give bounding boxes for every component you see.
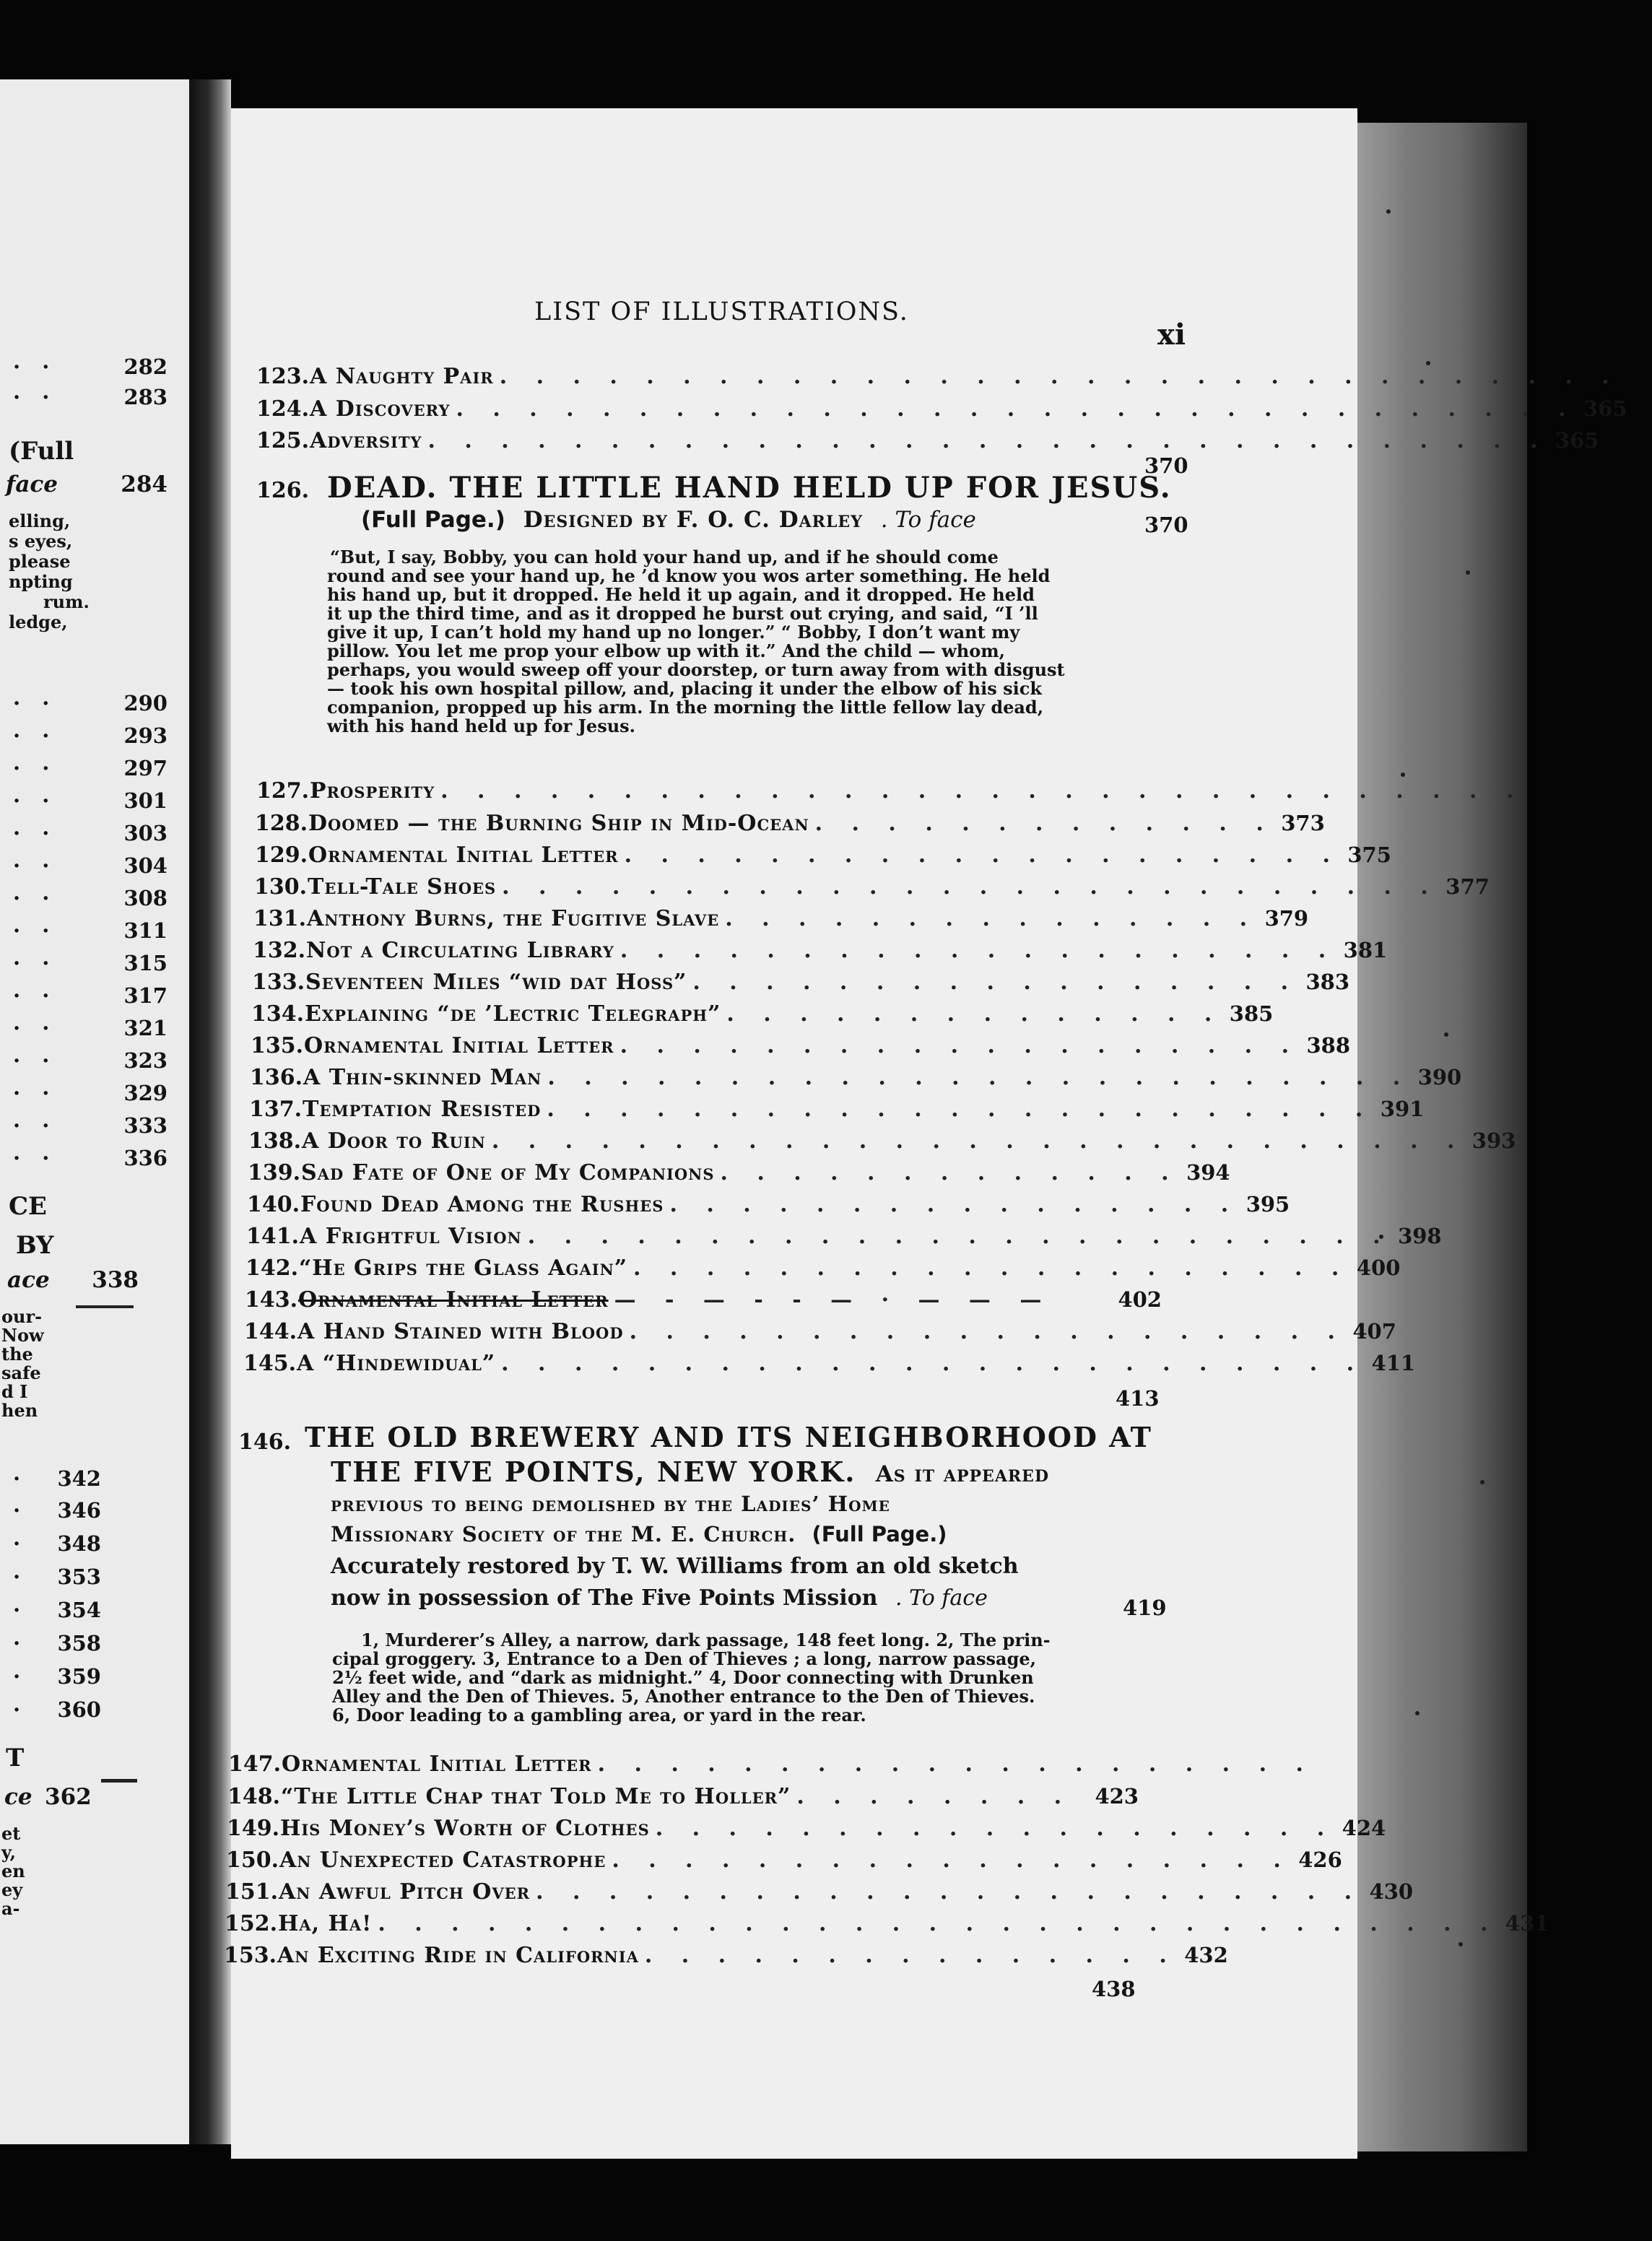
left-index-row: · 359	[13, 1664, 101, 1689]
paper-speck	[1466, 570, 1470, 575]
list-entry: 151. An Awful Pitch Over . . . . . . . . . . . . . . . . . . . . . . . 430	[225, 1879, 1414, 1905]
left-fragment: CE	[9, 1192, 47, 1221]
list-entry: 142. “He Grips the Glass Again” . . . . . . . . . . . . . . . . . . . . 400	[245, 1256, 1401, 1281]
left-index-row: · · 317	[13, 983, 168, 1008]
caption-line: pillow. You let me prop your elbow up with it.” And the child — whom,	[327, 640, 1005, 661]
feature-entry-146: 146. THE OLD BREWERY AND ITS NEIGHBORHOOD AT THE FIVE POINTS, NEW YORK. As it appeared previous to being demolished by the Ladies’ Home Missionary Society of the M. E. Church. (Full Page.) Accurately restored by T. W. Williams from an old sketch now in possession of The Five Points Mission . To face 419 1, Murderer’s Alley, a narrow, dark passage, 148 feet long. 2, The prin- cipal groggery. 3, Entrance to a Den of Thieves ; a long, narrow passage, 2½ feet wide, and “dark as midnight.” 4, Door connecting with Drunken Alley and the Den of Thieves. 5, Another entrance to the Den of Thieves. 6, Door leading to a gambling area, or yard in the rear.	[238, 1421, 1167, 1726]
list-entry: 123. A Naughty Pair . . . . . . . . . . . . . . . . . . . . . . . . . . . . . . .	[256, 364, 1620, 389]
page-number: 370	[1144, 453, 1188, 478]
left-fragment: elling,	[9, 510, 71, 531]
paper-speck	[1386, 209, 1391, 214]
list-entry: 140. Found Dead Among the Rushes . . . . . . . . . . . . . . . . 395	[247, 1192, 1290, 1217]
left-index-row: · 354	[13, 1598, 101, 1622]
caption-line: Alley and the Den of Thieves. 5, Another entrance to the Den of Thieves.	[332, 1686, 1035, 1707]
left-index-row: · · 311	[13, 918, 168, 943]
left-index-row: · · 303	[13, 821, 168, 845]
caption-line: 6, Door leading to a gambling area, or yard in the rear.	[332, 1705, 866, 1726]
caption-line: round and see your hand up, he ’d know you wos arter something. He held	[327, 565, 1051, 586]
left-index-row: · 348	[13, 1531, 101, 1556]
left-index-row: · · 293	[13, 723, 168, 748]
left-index-row: · · 290	[13, 691, 168, 715]
feature-title: DEAD. THE LITTLE HAND HELD UP FOR JESUS.	[327, 471, 1172, 505]
left-fragment: safe	[1, 1362, 41, 1383]
feature-line: Accurately restored by T. W. Williams from an old sketch	[331, 1554, 1019, 1579]
list-entry: 144. A Hand Stained with Blood . . . . . . . . . . . . . . . . . . . . 407	[244, 1319, 1396, 1344]
caption-line: 2½ feet wide, and “dark as midnight.” 4, Door connecting with Drunken	[332, 1667, 1034, 1688]
left-index-row: · · 315	[13, 951, 168, 975]
caption-line: 1, Murderer’s Alley, a narrow, dark passage, 148 feet long. 2, The prin-	[361, 1629, 1051, 1650]
list-entry: 130. Tell-Tale Shoes . . . . . . . . . . . . . . . . . . . . . . . . . . 377	[254, 874, 1490, 900]
page-number: 413	[1116, 1386, 1160, 1411]
left-index-row: · · 329	[13, 1081, 168, 1105]
caption-line: perhaps, you would sweep off your doorstep, or turn away from with disgust	[327, 659, 1065, 680]
list-entry: 127. Prosperity . . . . . . . . . . . . . . . . . . . . . . . . . . . . . .	[256, 778, 1525, 804]
list-entry: 137. Temptation Resisted . . . . . . . . . . . . . . . . . . . . . . . 391	[249, 1097, 1425, 1122]
left-index-row: · · 333	[13, 1113, 168, 1138]
page-folio: xi	[1157, 318, 1186, 352]
caption-line: — took his own hospital pillow, and, placing it under the elbow of his sick	[327, 678, 1042, 699]
list-entry: 134. Explaining “de ’Lectric Telegraph” . . . . . . . . . . . . . . 385	[251, 1001, 1274, 1027]
feature-line: Missionary Society of the M. E. Church. (Full Page.)	[331, 1522, 947, 1546]
list-entry: 148. “The Little Chap that Told Me to Holler” . . . . . . . . 423	[227, 1784, 1139, 1809]
caption-line: with his hand held up for Jesus.	[327, 715, 636, 736]
left-index-row: · · 304	[13, 853, 168, 878]
paper-speck	[1480, 1480, 1484, 1484]
list-entry: 147. Ornamental Initial Letter . . . . . . . . . . . . . . . . . . . .	[228, 1752, 1314, 1777]
page-number: 419	[1123, 1596, 1167, 1620]
caption-line: it up the third time, and as it dropped he burst out crying, and said, “I ’ll	[327, 603, 1038, 624]
list-entry: 132. Not a Circulating Library . . . . . . . . . . . . . . . . . . . . 381	[253, 938, 1388, 963]
left-index-row: · · 321	[13, 1016, 168, 1040]
list-entry: 150. An Unexpected Catastrophe . . . . . . . . . . . . . . . . . . . 426	[226, 1848, 1342, 1873]
caption-line: his hand up, but it dropped. He held it up again, and it dropped. He held	[327, 584, 1035, 605]
left-index-row: · · 283	[13, 385, 168, 409]
list-entry: 129. Ornamental Initial Letter . . . . . . . . . . . . . . . . . . . . 375	[255, 843, 1391, 868]
caption-line: companion, propped up his arm. In the morning the little fellow lay dead,	[327, 697, 1044, 718]
list-entry: 149. His Money’s Worth of Clothes . . . . . . . . . . . . . . . . . . . 424	[227, 1816, 1386, 1841]
list-entry: 141. A Frightful Vision . . . . . . . . . . . . . . . . . . . . . . . . 398	[246, 1224, 1442, 1249]
list-entry: 136. A Thin-skinned Man . . . . . . . . . . . . . . . . . . . . . . . . 390	[250, 1065, 1462, 1090]
left-index-row: · 342	[13, 1466, 101, 1491]
page-number: 370	[1144, 513, 1188, 537]
left-fragment: y,	[1, 1842, 17, 1863]
left-index-row: · 360	[13, 1697, 101, 1722]
list-entry: 133. Seventeen Miles “wid dat Hoss” . . . . . . . . . . . . . . . . . 383	[252, 970, 1350, 995]
feature-line: now in possession of The Five Points Mission . To face	[331, 1585, 988, 1611]
left-fragment: et	[1, 1823, 21, 1844]
left-index-row: · · 301	[13, 788, 168, 813]
left-index-row: · 358	[13, 1631, 101, 1655]
caption-line: cipal groggery. 3, Entrance to a Den of Thieves ; a long, narrow passage,	[332, 1648, 1036, 1669]
left-fragment: en	[1, 1861, 25, 1881]
left-fragment: (Full	[9, 437, 74, 466]
list-entry: 139. Sad Fate of One of My Companions . . . . . . . . . . . . . 394	[248, 1160, 1230, 1185]
left-fragment: T	[6, 1744, 25, 1772]
left-fragment: Now	[1, 1325, 44, 1346]
left-fragment: the	[1, 1344, 33, 1365]
left-fragment: rum.	[43, 591, 90, 612]
list-entry: 124. A Discovery . . . . . . . . . . . . . . . . . . . . . . . . . . . . . . . 365	[256, 396, 1627, 422]
left-index-row: · · 308	[13, 886, 168, 910]
list-entry: 131. Anthony Burns, the Fugitive Slave . . . . . . . . . . . . . . . 379	[253, 906, 1309, 931]
list-entry: 125. Adversity . . . . . . . . . . . . . . . . . . . . . . . . . . . . . . . 365	[256, 428, 1599, 453]
paper-speck	[1415, 1711, 1420, 1715]
page-number: 438	[1092, 1977, 1136, 2001]
list-entry: 145. A “Hindewidual” . . . . . . . . . . . . . . . . . . . . . . . . 411	[243, 1351, 1416, 1376]
left-index-row: · · 297	[13, 756, 168, 780]
paper-speck	[1444, 1032, 1448, 1037]
gutter-shadow	[189, 79, 231, 2144]
feature-subtitle: (Full Page.) Designed by F. O. C. Darley . To face	[361, 507, 976, 533]
feature-line: THE FIVE POINTS, NEW YORK. As it appeared	[331, 1455, 1050, 1488]
list-entry: 153. An Exciting Ride in California . . . . . . . . . . . . . . . 432	[224, 1943, 1228, 1968]
list-entry: 143. Ornamental Initial Letter — - — - - — · — — — 402	[245, 1287, 1162, 1313]
running-head: LIST OF ILLUSTRATIONS.	[534, 297, 909, 326]
left-fragment: ledge,	[9, 612, 68, 632]
left-fragment: d I	[1, 1381, 28, 1402]
left-fragment: please	[9, 551, 71, 572]
feature-entry-126: 126. DEAD. THE LITTLE HAND HELD UP FOR JESUS. (Full Page.) Designed by F. O. C. Darley . To face 370 “But, I say, Bobby, you can hold your hand up, and if he should come round and see your hand up, he ’d know you wos arter something. He held his hand up, but it dropped. He held it up again, and it dropped. He held it up the third time, and as it dropped he burst out crying, and said, “I ’ll give it up, I can’t hold my hand up no longer.” “ Bobby, I don’t want my pillow. You let me prop your elbow up with it.” And the child — whom, perhaps, you would sweep off your doorstep, or turn away from with disgust — took his own hospital pillow, and, placing it under the elbow of his sick companion, propped up his arm. In the morning the little fellow lay dead, with his hand held up for Jesus.	[256, 471, 1188, 736]
list-entry: 152. Ha, Ha! . . . . . . . . . . . . . . . . . . . . . . . . . . . . . . . 431	[225, 1911, 1549, 1936]
left-index-row: · · 336	[13, 1146, 168, 1170]
left-fragment: npting	[9, 571, 73, 592]
feature-title: THE OLD BREWERY AND ITS NEIGHBORHOOD AT	[305, 1421, 1152, 1453]
ink-dash	[76, 1305, 134, 1308]
left-index-row: · · 282	[13, 354, 168, 379]
list-entry: 138. A Door to Ruin . . . . . . . . . . . . . . . . . . . . . . . . . . . 393	[248, 1128, 1516, 1154]
left-index-row: · · 323	[13, 1048, 168, 1073]
left-fragment: s eyes,	[9, 531, 73, 552]
list-entry: 128. Doomed — the Burning Ship in Mid-Ocean . . . . . . . . . . . . . 373	[255, 811, 1325, 836]
caption-line: give it up, I can’t hold my hand up no longer.” “ Bobby, I don’t want my	[327, 622, 1020, 643]
caption-line: “But, I say, Bobby, you can hold your hand up, and if he should come	[330, 547, 999, 567]
left-fragment: our-	[1, 1306, 43, 1327]
feature-line: previous to being demolished by the Ladies’ Home	[331, 1492, 890, 1516]
list-entry: 135. Ornamental Initial Letter . . . . . . . . . . . . . . . . . . . 388	[251, 1033, 1351, 1058]
paper-speck	[1458, 1942, 1463, 1946]
left-index-row: · 353	[13, 1565, 101, 1589]
left-fragment: a-	[1, 1898, 20, 1919]
left-fragment: hen	[1, 1400, 38, 1421]
left-page: · · 282 · · 283 (Full face 284 elling, s eyes, please npting rum. ledge, · · 290 · · 293 · · 297 · · 301 · · 303 · · 304 · · 308 · · 311 · · 315 · · 317 · · 321 · · 323 · · 329 · · 333 · · 336 CE BY ace 338 our- Now the safe d I hen · 342 · 346 · 348 · 353 · 354 · 358 · 359 · 360 T ce 362 et y, en ey a-	[0, 79, 189, 2144]
left-fragment: ey	[1, 1879, 23, 1900]
left-fragment: BY	[16, 1231, 54, 1260]
left-index-row: · 346	[13, 1498, 101, 1523]
ink-dash	[101, 1779, 137, 1783]
